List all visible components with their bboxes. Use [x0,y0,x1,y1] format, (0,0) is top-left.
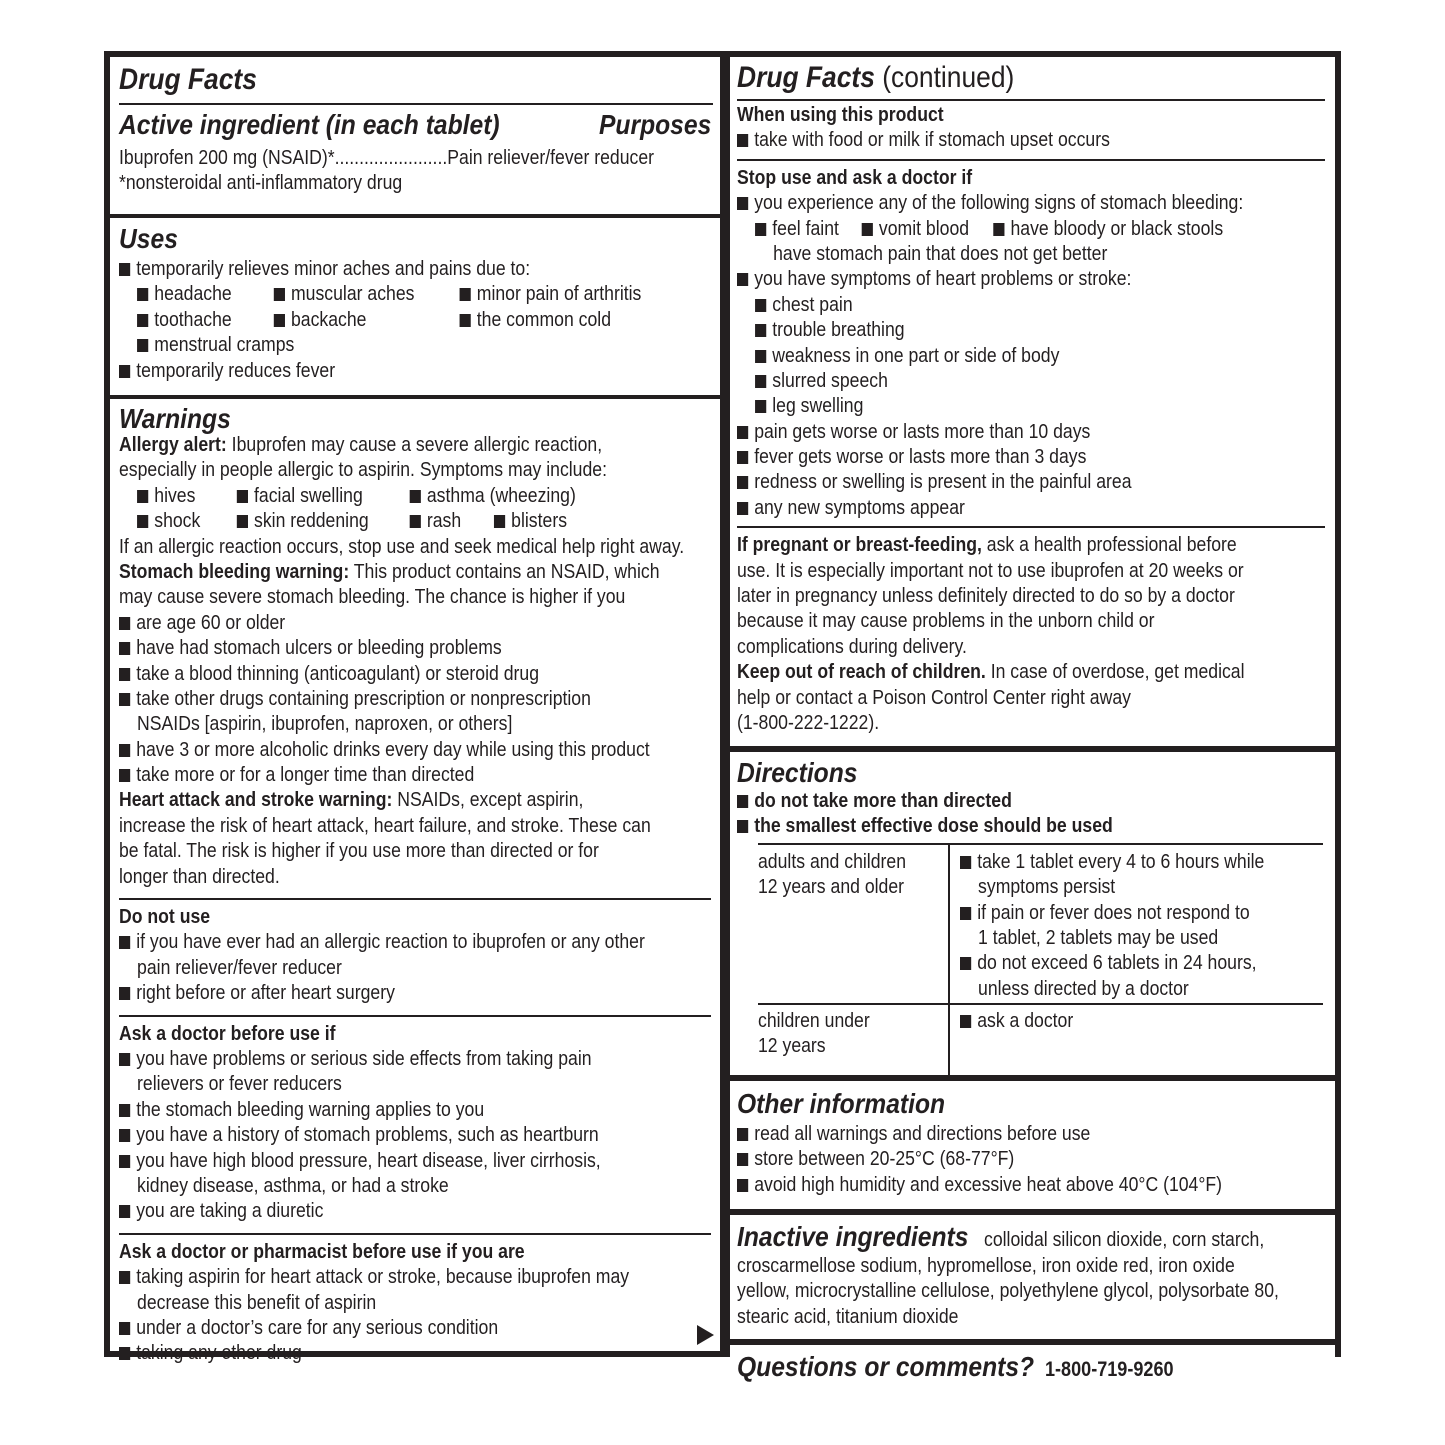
bullet-icon [755,375,766,388]
uses-row-1 [119,281,642,306]
bullet-icon [960,957,971,970]
bullet-icon [960,907,971,920]
heart-sign: slurred speech [737,368,1243,393]
ask-doctor-item-continued: relievers or fever reducers [137,1072,342,1096]
symptom-rash: rash [426,509,462,533]
ingredient-purpose: Pain reliever/fever reducer [447,146,655,169]
adults-instructions: take 1 tablet every 4 to 6 hours while symptoms persist if pain or fever does not respond to 1 tablet, 2 tablets may be used do not exceed 6 tablets in 24 hours, unless directed by a doctor [960,849,1323,1001]
bullet-icon [960,1015,971,1028]
bullet-icon [119,1347,130,1360]
bullet-icon [494,515,505,528]
heart-warning-line-3: be fatal. The risk is higher if you use more than directed or for [119,839,599,863]
use-muscular-aches: muscular aches [291,282,415,306]
bullet-icon [737,1153,748,1166]
directions-section [730,752,1335,1075]
inactive-ingredients-line-4: stearic acid, titanium dioxide [737,1304,959,1328]
bullet-icon [237,490,248,503]
ask-doctor-item: you have problems or serious side effects from taking pain [119,1046,630,1071]
other-info-item: store between 20-25°C (68-77°F) [737,1146,1243,1171]
bullet-icon [237,515,248,528]
other-info-item: avoid high humidity and excessive heat above 40°C (104°F) [737,1172,1243,1197]
questions-phone: 1-800-719-9260 [1044,1358,1174,1381]
pregnant-line-1: If pregnant or breast-feeding, ask a health professional before [737,533,1237,557]
do-not-use-heading: Do not use [119,905,211,929]
pregnant-line-4: because it may cause problems in the unborn child or [737,609,1155,633]
bullet-icon [119,668,130,681]
directions-heading: Directions [737,757,858,788]
bullet-icon [119,1322,130,1335]
uses-row-3 [119,332,630,357]
heart-sign: trouble breathing [737,317,1243,342]
table-divider [948,1005,950,1075]
symptom-skin-reddening: skin reddening [254,509,369,533]
uses-intro: temporarily relieves minor aches and pains due to: [119,256,630,281]
do-not-use-rule [119,898,711,900]
heart-sign: weakness in one part or side of body [737,343,1243,368]
keep-out-line-2: help or contact a Poison Control Center right away [737,685,1131,709]
do-not-use-item: if you have ever had an allergic reaction to ibuprofen or any other [119,929,630,954]
bullet-icon [862,223,873,236]
symptoms-row-2 [119,508,630,533]
sign-stomach-pain: have stomach pain that does not get better [773,241,1108,265]
uses-section [110,218,720,395]
stomach-item: are age 60 or older [119,610,630,635]
bullet-icon [137,314,148,327]
ask-pharmacist-item: taking aspirin for heart attack or stroke, because ibuprofen may [119,1264,630,1289]
uses-row-2 [119,307,630,332]
symptom-hives: hives [154,483,196,507]
bullet-icon [119,769,130,782]
use-menstrual-cramps: menstrual cramps [154,333,295,357]
bullet-icon [119,1129,130,1142]
ask-doctor-item-continued: kidney disease, asthma, or had a stroke [137,1173,449,1197]
bullet-icon [737,795,748,808]
bullet-icon [755,324,766,337]
bullet-icon [737,426,748,439]
right-column [730,57,1335,1382]
stomach-warning-line-1: Stomach bleeding warning: This product contains an NSAID, which [119,559,660,583]
drug-facts-label [104,51,1341,1382]
warnings-continued-section [730,57,1335,746]
continued-title-rule [737,99,1325,101]
ask-doctor-item: you have high blood pressure, heart disease, liver cirrhosis, [119,1148,630,1173]
bullet-icon [137,339,148,352]
uses-heading: Uses [119,223,178,254]
ask-doctor-rule [119,1015,711,1017]
ask-doctor-item: the stomach bleeding warning applies to you [119,1097,630,1122]
heart-warning-line-2: increase the risk of heart attack, heart failure, and stroke. These can [119,813,651,837]
allergy-after: If an allergic reaction occurs, stop use and seek medical help right away. [119,534,685,558]
bullet-icon [119,617,130,630]
directions-row-children [758,1005,1323,1075]
bullet-icon [993,223,1004,236]
bullet-icon [737,451,748,464]
ask-pharmacist-item: under a doctor’s care for any serious condition [119,1315,630,1340]
active-ingredient-heading: Active ingredient (in each tablet) [119,109,500,140]
bullet-icon [119,263,130,276]
bullet-icon [755,350,766,363]
keep-out-line-3: (1-800-222-1222). [737,710,880,734]
heart-warning-line-1: Heart attack and stroke warning: NSAIDs, except aspirin, [119,788,584,812]
bullet-icon [119,1205,130,1218]
stomach-item: have had stomach ulcers or bleeding problems [119,635,630,660]
bullet-icon [410,490,421,503]
table-divider [948,845,950,1003]
other-info-item: read all warnings and directions before use [737,1121,1243,1146]
stop-use-rule [737,159,1325,161]
inactive-ingredients-line-3: yellow, microcrystalline cellulose, polyethylene glycol, polysorbate 80, [737,1279,1279,1303]
bullet-icon [737,476,748,489]
stop-use-item: you experience any of the following signs of stomach bleeding: [737,190,1243,215]
bullet-icon [119,1155,130,1168]
bullet-icon [737,1128,748,1141]
do-not-use-item: right before or after heart surgery [119,980,630,1005]
stop-use-item: fever gets worse or lasts more than 3 days [737,444,1243,469]
use-headache: headache [154,282,232,306]
inactive-ingredients-section [730,1215,1335,1339]
stop-use-item: pain gets worse or lasts more than 10 days [737,419,1243,444]
ask-doctor-item: you are taking a diuretic [119,1198,630,1223]
stomach-warning-line-2: may cause severe stomach bleeding. The chance is higher if you [119,585,626,609]
bullet-icon [119,936,130,949]
sign-feel-faint: feel faint [772,216,839,240]
bleeding-signs-row [737,216,1243,241]
symptoms-row-1 [119,483,630,508]
stomach-item-continued: NSAIDs [aspirin, ibuprofen, naproxen, or others] [137,712,513,736]
bullet-icon [119,1271,130,1284]
ask-pharmacist-heading: Ask a doctor or pharmacist before use if you are [119,1239,525,1263]
bullet-icon [119,1053,130,1066]
sign-bloody-stools: have bloody or black stools [1010,216,1224,240]
bullet-icon [137,288,148,301]
warnings-heading: Warnings [119,403,231,434]
when-using-item: take with food or milk if stomach upset occurs [737,127,1243,152]
bullet-icon [460,288,471,301]
bullet-icon [119,744,130,757]
directions-row-adults [758,845,1323,1003]
stop-use-item: you have symptoms of heart problems or stroke: [737,266,1243,291]
other-information-heading: Other information [737,1088,946,1119]
use-backache: backache [291,307,367,331]
directions-rule: the smallest effective dose should be used [737,813,1243,838]
heart-warning-line-4: longer than directed. [119,864,280,888]
triangle-right-icon [697,1325,714,1345]
bullet-icon [755,299,766,312]
pregnant-line-3: later in pregnancy unless definitely directed to do so by a doctor [737,584,1235,608]
when-using-heading: When using this product [737,103,944,126]
ask-pharmacist-item: taking any other drug [119,1340,630,1365]
bullet-icon [960,856,971,869]
bullet-icon [119,365,130,378]
heart-sign: leg swelling [737,393,1243,418]
bullet-icon [119,987,130,1000]
bullet-icon [755,400,766,413]
heart-sign: chest pain [737,292,1243,317]
bullet-icon [119,693,130,706]
stomach-item: have 3 or more alcoholic drinks every day while using this product [119,737,630,762]
children-instructions: ask a doctor [960,1008,1323,1033]
ask-doctor-item: you have a history of stomach problems, such as heartburn [119,1122,630,1147]
bullet-icon [755,223,766,236]
do-not-use-item-continued: pain reliever/fever reducer [137,955,342,979]
pregnant-line-5: complications during delivery. [737,634,967,658]
stomach-item: take a blood thinning (anticoagulant) or steroid drug [119,661,630,686]
active-ingredient-section [110,57,720,214]
stop-use-item: any new symptoms appear [737,495,1243,520]
symptom-shock: shock [154,509,201,533]
ingredient-name: Ibuprofen 200 mg (NSAID)*....................... [119,146,448,169]
bullet-icon [737,1179,748,1192]
use-toothache: toothache [154,307,232,331]
bullet-icon [119,642,130,655]
directions-rule: do not take more than directed [737,788,1243,813]
pregnant-rule [737,526,1325,528]
bullet-icon [737,502,748,515]
drug-facts-title: Drug Facts [119,63,257,96]
stomach-item: take more or for a longer time than directed [119,762,630,787]
bullet-icon [737,197,748,210]
bullet-icon [137,490,148,503]
ask-doctor-heading: Ask a doctor before use if [119,1021,336,1045]
adults-label: adults and children 12 years and older [758,849,907,899]
drug-facts-continued-title: Drug Facts (continued) [737,61,1015,94]
bullet-icon [737,820,748,833]
questions-heading: Questions or comments? [737,1351,1035,1382]
allergy-alert-line-1: Allergy alert: Ibuprofen may cause a severe allergic reaction, [119,433,603,456]
use-common-cold: the common cold [476,307,612,331]
stomach-item: take other drugs containing prescription or nonprescription [119,686,630,711]
other-information-section [730,1081,1335,1209]
active-ingredient-line [119,145,655,170]
inactive-ingredients-line-2: croscarmellose sodium, hypromellose, iron oxide red, iron oxide [737,1254,1235,1277]
inactive-ingredients-heading: Inactive ingredients [737,1221,969,1252]
symptom-asthma: asthma (wheezing) [426,483,576,507]
questions-section [730,1345,1335,1389]
left-column [110,57,720,1365]
ask-pharmacist-item-continued: decrease this benefit of aspirin [137,1290,377,1314]
bullet-icon [460,314,471,327]
allergy-alert-line-2: especially in people allergic to aspirin. Symptoms may include: [119,458,607,482]
bullet-icon [274,314,285,327]
ingredient-footnote: *nonsteroidal anti-inflammatory drug [119,171,403,195]
use-arthritis: minor pain of arthritis [476,282,642,306]
warnings-section [110,399,720,1365]
stop-use-item: redness or swelling is present in the painful area [737,469,1243,494]
bullet-icon [137,515,148,528]
pregnant-line-2: use. It is especially important not to use ibuprofen at 20 weeks or [737,558,1244,582]
purposes-heading: Purposes [599,109,712,140]
symptom-blisters: blisters [511,509,568,533]
bullet-icon [274,288,285,301]
bullet-icon [737,134,748,147]
symptom-facial-swelling: facial swelling [254,483,363,507]
bullet-icon [737,273,748,286]
bullet-icon [410,515,421,528]
stop-use-heading: Stop use and ask a doctor if [737,165,973,189]
bullet-icon [119,1104,130,1117]
sign-vomit-blood: vomit blood [878,216,970,240]
keep-out-line-1: Keep out of reach of children. In case of overdose, get medical [737,660,1245,684]
ask-pharmacist-rule [119,1233,711,1235]
children-label: children under 12 years [758,1008,870,1058]
uses-fever: temporarily reduces fever [119,358,630,383]
inactive-ingredients-line-1: Inactive ingredients colloidal silicon dioxide, corn starch, [737,1215,1325,1253]
